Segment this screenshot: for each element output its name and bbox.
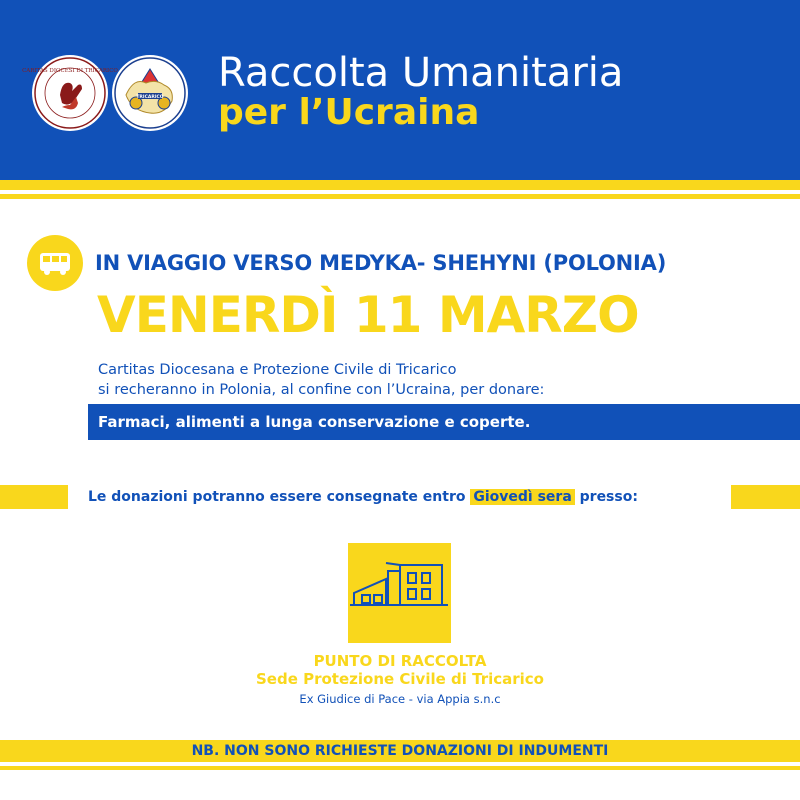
page-subtitle: per l’Ucraina [218,92,480,133]
delivery-text-after: presso: [574,489,638,505]
donation-items: Farmaci, alimenti a lunga conservazione e coperte. [98,413,531,431]
bus-icon [27,235,83,291]
protezione-civile-logo-text: TRICARICO [136,95,164,100]
delivery-bar-left [0,485,68,509]
protezione-civile-logo [112,55,188,131]
building-icon [348,543,451,643]
yellow-stripe-thin [0,194,800,199]
delivery-text [88,485,638,509]
description-line-2: si recheranno in Polonia, al confine con l’Ucraina, per donare: [98,382,545,398]
yellow-stripe-bottom [0,766,800,770]
delivery-text-before: Le donazioni potranno essere consegnate entro [88,489,471,505]
header-banner [0,0,800,180]
collection-point-title: PUNTO DI RACCOLTA [313,652,487,670]
note-bar [0,740,800,762]
collection-point-address: Ex Giudice di Pace - via Appia s.n.c [299,692,501,706]
yellow-stripe-top [0,180,800,190]
caritas-logo [22,55,118,131]
delivery-row [0,485,800,509]
donation-items-bar [88,404,800,440]
delivery-bar-right [731,485,800,509]
caritas-logo-text: CARITAS DIOCESI DI TRICARICO [22,68,118,74]
trip-date: VENERDÌ 11 MARZO [97,286,639,344]
collection-point-subtitle: Sede Protezione Civile di Tricarico [256,670,544,688]
note-text: NB. NON SONO RICHIESTE DONAZIONI DI INDUMENTI [191,743,609,759]
trip-heading: IN VIAGGIO VERSO MEDYKA- SHEHYNI (POLONIA) [95,251,667,275]
delivery-deadline: Giovedì sera [470,489,574,505]
page-title: Raccolta Umanitaria [218,50,624,96]
description-line-1: Cartitas Diocesana e Protezione Civile di Tricarico [98,362,457,378]
